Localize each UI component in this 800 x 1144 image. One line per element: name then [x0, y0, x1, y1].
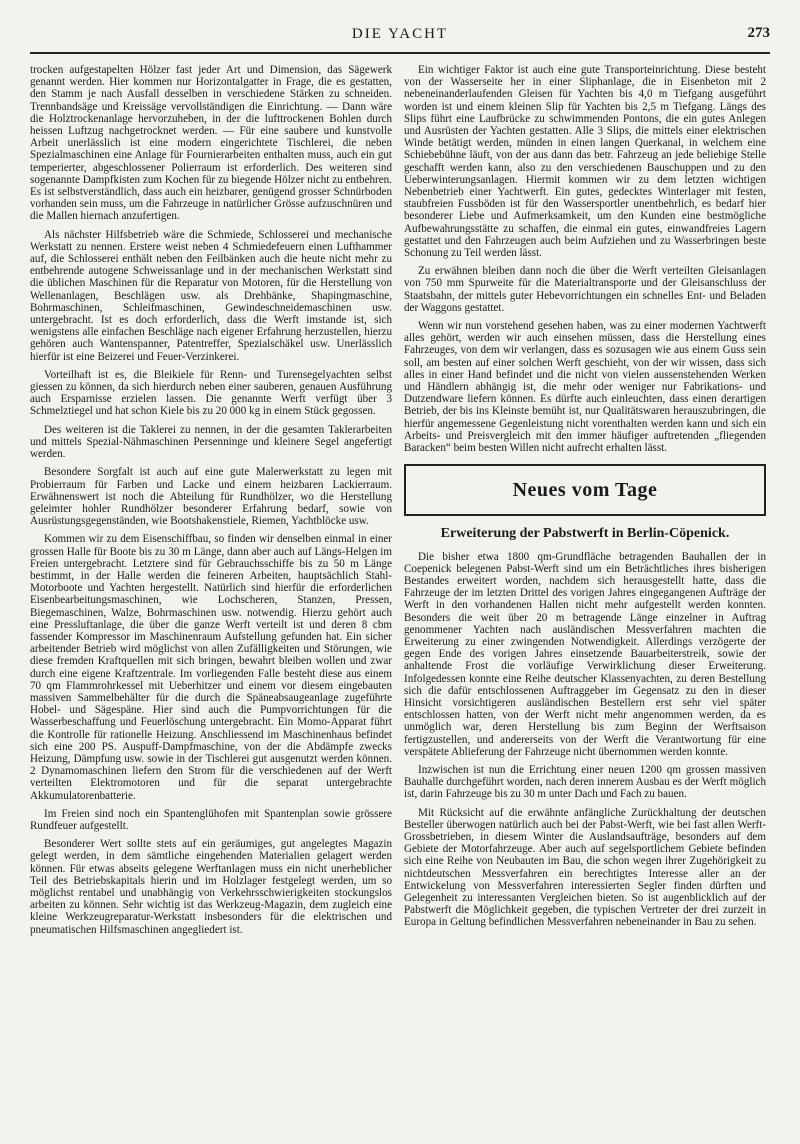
left-column	[30, 64, 392, 1134]
paragraph: Im Freien sind noch ein Spantenglühofen mit Spantenplan sowie grössere Rundfeuer aufgestellt.	[30, 807, 392, 832]
page-header	[30, 22, 770, 48]
journal-title: DIE YACHT	[351, 26, 449, 42]
paragraph: Vorteilhaft ist es, die Bleikiele für Renn- und Turensegelyachten selbst giessen zu können, da sich hierdurch neben einer sauberen, genauen Ausführung auch Ersparnisse erzielen lassen. Die genannte Werft verfügt über 3 Schmelztiegel und hat schon Kiele bis zu 20 000 kg in einem Stück gegossen.	[30, 368, 392, 418]
right-column	[404, 64, 766, 1134]
paragraph: Besonderer Wert sollte stets auf ein geräumiges, gut angelegtes Magazin gelegt werden, in dem sämtliche eingehenden Materialien gelagert werden können. Für etwas abseits gelegene Werftanlagen muss ein nicht unerheblicher Teil des Betriebskapitals hierin und im Holzlager festgelegt werden, um so möglichst rentabel und unabhängig von Verkehrsschwierigkeiten stockungslos arbeiten zu können. Sehr wichtig ist das Werkzeug-Magazin, dem zugleich eine kleine Werkzeugreparatur-Werkstatt insbesonders für die elektrischen und pneumatischen Hilfsmaschinen angegliedert ist.	[30, 838, 392, 936]
header-rule	[30, 52, 770, 54]
paragraph: Des weiteren ist die Taklerei zu nennen, in der die gesamten Taklerarbeiten und mittels Spezial-Nähmaschinen Persenninge und kleinere Segel angefertigt werden.	[30, 423, 392, 461]
paragraph: Ein wichtiger Faktor ist auch eine gute Transporteinrichtung. Diese besteht von der Wasserseite her in einer Sliphanlage, die in Eisenbeton mit 2 nebeneinanderlaufenden Gleisen für Yachten bis 4,0 m Tiefgang ausgeführt worden ist und einem kleinen Slip für Yachten bis 2,5 m Tiefgang. Längs des Slips führt eine Laufbrücke zu schwimmenden Pontons, die ein gutes Anlegen und Ausrüsten der Yachten gestatten. Alle 3 Slips, die mittels einer elektrischen Winde betätigt werden, münden in einen langen Querkanal, in welchem eine Schiebebühne läuft, von der aus dann das betr. Fahrzeug an jede beliebige Stelle geschafft werden kann, also zu den verschiedenen Bauschuppen und zu den Ueberwinterungsanlagen. Hiermit kommen wir zu dem letzten wichtigen Nebenbetrieb einer Yachtwerft. Ein gutes, gedecktes Winterlager mit festen, staubfreien Fussböden ist für den Wassersportler unentbehrlich, es bedarf hier besonderer Liebe und Aufmerksamkeit, um den Kunden eine bestmögliche Aufbewahrungsstätte zu schaffen, die einmal ein gutes, einwandfreies Lagern gestattet und den Fahrzeugen auch beim Aufziehen und zu Wasserbringen beste Schonung zu Teil werden lässt.	[404, 64, 766, 260]
paragraph: Besondere Sorgfalt ist auch auf eine gute Malerwerkstatt zu legen mit Probierraum für Farben und Lacke und einem heizbaren Lackierraum. Erwähnenswert ist noch die Abteilung für Rundhölzer, wo die Herstellung geleimter hohler Rundhölzer besonderer Erfahrung bedarf, sowie von Ausrüstungsgegenständen, wie Bootshakenstiele, Riemen, Yachtblöcke usw.	[30, 466, 392, 528]
paragraph: Wenn wir nun vorstehend gesehen haben, was zu einer modernen Yachtwerft alles gehört, werden wir auch einsehen müssen, dass die Herstellung eines Fahrzeuges, von dem wir verlangen, dass es sozusagen wie aus einem Guss sein soll, am besten auf einer solchen Werft geschieht, von der wir wissen, dass sich alles in einer Hand befindet und die nicht von vielen aussenstehenden Werken und Händlern abhängig ist, die mehr oder weniger nur Fabrikations- und Dutzendware liefern können. Es dürfte auch einleuchten, dass einen derartigen Betrieb, der bis ins Kleinste bemüht ist, nur Qualitätswaren herauszubringen, die hierfür angemessene Gegenleistung nicht vorenthalten werden kann und sich ein Arbeits- und Preisvergleich mit den immer häufiger auftretenden „fliegenden Baracken“ beim besten Willen nicht aufrecht erhalten lässt.	[404, 320, 766, 455]
paragraph: Inzwischen ist nun die Errichtung einer neuen 1200 qm grossen massiven Bauhalle durchgeführt worden, nach deren innerem Ausbau es der Werft möglich ist, darin Fahrzeuge bis zu 30 m unter Dach und Fach zu bauen.	[404, 763, 766, 801]
paragraph: Zu erwähnen bleiben dann noch die über die Werft verteilten Gleisanlagen von 750 mm Spurweite für die Materialtransporte und der Gleisanschluss der Staatsbahn, der mittels guter Hebevorrichtungen ein schnelles Ent- und Beladen der Waggons gestattet.	[404, 265, 766, 314]
paragraph: Als nächster Hilfsbetrieb wäre die Schmiede, Schlosserei und mechanische Werkstatt zu nennen. Erstere weist neben 4 Schmiedefeuern einen Lufthammer auf, die Schlosserei enthält neben den Feilbänken auch die heute nicht mehr zu entbehrende autogene Schweissanlage und in der mechanischen Werkstatt sind die üblichen Maschinen für die Reparatur von Motoren, für die Herstellung von Wellenanlagen, Beschlägen usw. als Drehbänke, Shapingmaschine, Bohrmaschinen, Schleifmaschinen, Gewindeschneidemaschinen usw. untergebracht. Ist es doch erforderlich, dass die Werft imstande ist, sich wenigstens alle einfachen Beschläge nach eigener Erfahrung herzustellen, hierzu gehören auch Wantenspanner, Patentreffer, Spezialschäkel usw. Unerlässlich hierfür ist eine Beizerei und Feuer-Verzinkerei.	[30, 228, 392, 363]
article-title: Erweiterung der Pabstwerft in Berlin-Cöpenick.	[440, 526, 730, 542]
paragraph: Mit Rücksicht auf die erwähnte anfängliche Zurückhaltung der deutschen Besteller überwogen natürlich auch bei der Pabst-Werft, wie bei fast allen Werft-Grossbetrieben, in diesem Winter die Auslandsaufträge, besonders auf dem Gebiete der Motorfahrzeuge. Aber auch auf segelsportlichem Gebiete befinden sich eine Reihe von Neubauten im Bau, die schon wegen ihrer Zugehörigkeit zu nichtdeutschen Messverfahren ein berechtigtes Interesse aller an der Entwickelung von Messverfahren interessierten Segler finden dürften und Gelegenheit zu interessanten Vergleichen bieten. So ist augenblicklich auf der Pabstwerft die Möglichkeit gegeben, die typischen Vertreter der drei zurzeit in Europa in Geltung befindlichen Messverfahren nebeneinander in Bau zu sehen.	[404, 806, 766, 929]
paragraph: trocken aufgestapelten Hölzer fast jeder Art und Dimension, das Sägewerk genannt werden. Hier kommen nur Horizontalgatter in Frage, die es gestatten, den Stamm je nach Ausfall desselben in verschiedene Stärken zu schneiden. Trennbandsäge und Kreissäge vervollständigen die Einrichtung. — Dann wäre die Holztrockenanlage hervorzuheben, in der die lufttrockenen Bohlen durch heissen Luftzug nachgetrocknet werden. — Für eine saubere und kunstvolle Arbeit unerlässlich ist eine modern eingerichtete Tischlerei, die neben Spezialmaschinen eine Anlage für Fournierarbeiten enthalten muss, auch ein gut temperierter, abgeschlossener Polierraum ist erforderlich. Des weiteren sind sogenannte Dampfkisten zum Kochen für zu biegende Hölzer nicht zu entbehren. Es ist selbstverständlich, dass auch ein heizbarer, genügend grosser Schnürboden vorhanden sein muss, um die Fahrzeuge in natürlicher Grösse aufzuschnüren und die Mallen hiernach anzufertigen.	[30, 64, 392, 223]
page-number: 273	[747, 25, 770, 41]
news-section-box	[404, 464, 766, 516]
paragraph: Kommen wir zu dem Eisenschiffbau, so finden wir denselben einmal in einer grossen Halle für Boote bis zu 30 m Länge, dann aber auch auf Längs-Helgen im Freien untergebracht. Letztere sind für Gebrauchsschiffe bis zu 50 m Länge bestimmt, in der Halle werden die feineren Arbeiten, hauptsächlich Stahl-Motorboote und Yachten hergestellt. Natürlich sind hierfür die erforderlichen Eisenbearbeitungsmaschinen, wie Lochscheren, Stanzen, Pressen, Biegemaschinen, Walze, Bohrmaschinen usw. notwendig. Hierzu gehört auch eine Pressluftanlage, die über die ganze Werft verteilt ist und deren 8 cbm fassender Kompressor im Maschinenraum Aufstellung gefunden hat. Ein sicher arbeitender Betrieb wird möglichst von allen Zufälligkeiten und Störungen, wie diese fremden Kraftquellen mit sich bringen, bewahrt bleiben wollen und zwar durch eine eigene Kraftzentrale. Im vorliegenden Falle besteht diese aus einem 70 qm Flammrohrkessel mit Ueberhitzer und einem vor diesem eingebauten massiven Sammelbehälter für die durch die Späneabsaugeanlage zugeführte Hobel- und Sägespäne. Hier sind auch die Pumpvorrichtungen für die Wasserbeschaffung und Feuerlöschung untergebracht. Ein Momo-Apparat führt die Kontrolle für rationelle Heizung. Anschliessend im Maschinenhaus befindet sich eine 200 PS. Auspuff-Dampfmaschine, von der die Abdämpfe zwecks Heizung, Dämpfung usw. sowie in der Tischlerei gut ausgenutzt werden können. 2 Dynamomaschinen liefern den Strom für die verschiedenen auf der Werft verteilten Elektromotoren und für die separat untergebrachte Akkumulatorenbatterie.	[30, 533, 392, 802]
paragraph: Die bisher etwa 1800 qm-Grundfläche betragenden Bauhallen der in Coepenick belegenen Pabst-Werft sind um ein Beträchtliches ihres bisherigen Bestandes erweitert worden, nachdem sich herausgestellt hatte, dass die Fahrzeuge der im letzten Drittel des vorigen Jahres eingegangenen Aufträge der Werft in den vorhandenen Hallen nicht mehr aufgestellt werden konnten. Besonders die weit über 20 m betragende Länge einzelner in Auftrag genommener Yachten nach ausländischen Messverfahren machten die Erweiterung zu einer zwingenden Notwendigkeit. Allerdings verzögerte der gegen Ende des vorigen Jahres einsetzende Bauarbeiterstreik, sowie der anhaltende Frost die vorläufige Verwirklichung dieser Erweiterung. Infolgedessen konnte eine Reihe deutscher Klassenyachten, zu deren Bestellung sich die dafür entschlossenen Auftraggeber im Gegensatz zu den in dieser Hinsicht vorsichtigeren ausländischen Bestellern erst sehr viel später entschlossen hatten, von der Werft nicht mehr angenommen werden, da es unmöglich war, deren Herstellung bis zum Beginn der Werftsaison fertigzustellen, und andererseits von der Werft die Verantwortung für eine verspätete Ablieferung der Fahrzeuge nicht übernommen werden konnte.	[404, 550, 766, 758]
news-section-title: Neues vom Tage	[512, 479, 658, 502]
